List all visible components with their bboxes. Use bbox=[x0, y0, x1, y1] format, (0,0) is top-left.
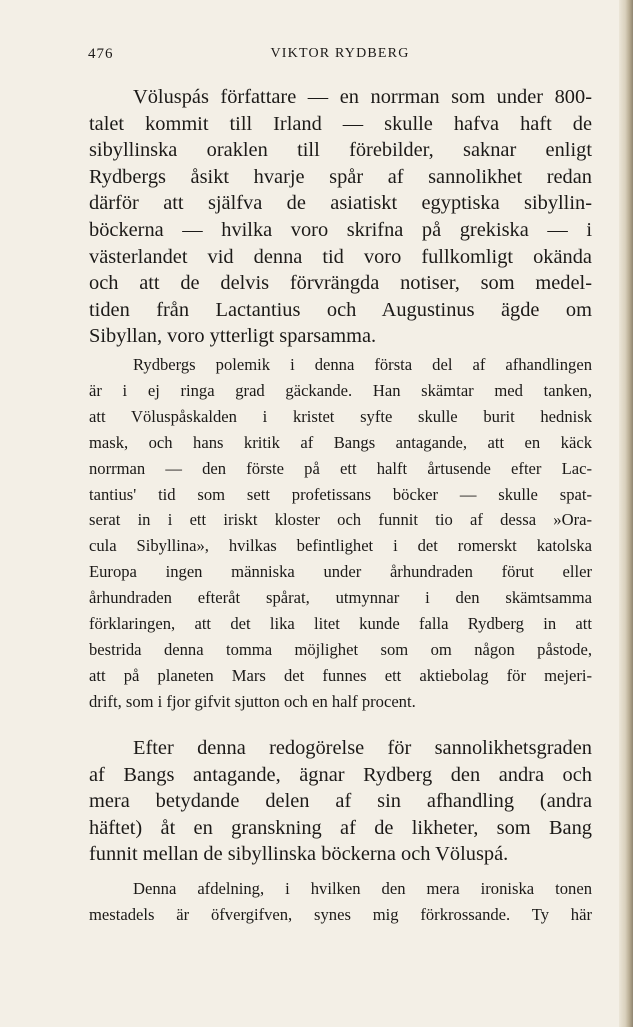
paragraph-2-line-4: mask, och hans kritik af Bangs antagande, att en käck bbox=[89, 432, 592, 452]
running-head: VIKTOR RYDBERG bbox=[270, 46, 410, 61]
paragraph-1-line-10: Sibyllan, voro ytterligt sparsamma. bbox=[89, 325, 377, 348]
paragraph-4-line-2: mestadels är öfvergifven, synes mig förkrossande. Ty här bbox=[89, 904, 592, 924]
paragraph-1-line-7: västerlandet vid denna tid voro fullkomligt okända bbox=[89, 245, 592, 268]
paragraph-2-line-6: tantius' tid som sett profetissans böcker — skulle spat- bbox=[89, 484, 592, 504]
paragraph-2-line-14: drift, som i fjor gifvit sjutton och en half procent. bbox=[89, 691, 416, 711]
paragraph-1-line-3: sibyllinska oraklen till förebilder, saknar enligt bbox=[89, 139, 592, 162]
paragraph-2-line-12: bestrida denna tomma möjlighet som om någon påstode, bbox=[89, 639, 592, 659]
paragraph-3-line-1: Efter denna redogörelse för sannolikhetsgraden bbox=[133, 737, 592, 759]
paragraph-3-line-2: af Bangs antagande, ägnar Rydberg den andra och bbox=[89, 763, 592, 786]
page-header bbox=[88, 46, 592, 68]
paragraph-4-line-1: Denna afdelning, i hvilken den mera ironiska tonen bbox=[133, 879, 592, 898]
paragraph-1-line-9: tiden från Lactantius och Augustinus ägde om bbox=[89, 298, 592, 321]
paragraph-1-line-8: och att de delvis förvrängda notiser, som medel- bbox=[89, 272, 592, 295]
paragraph-1-line-6: böckerna — hvilka voro skrifna på grekiska — i bbox=[89, 218, 592, 241]
paragraph-2-line-2: är i ej ringa grad gäckande. Han skämtar med tanken, bbox=[89, 380, 592, 400]
paragraph-3-line-4: häftet) åt en granskning af de likheter, som Bang bbox=[89, 816, 592, 839]
paragraph-2-line-1: Rydbergs polemik i denna första del af afhandlingen bbox=[133, 355, 592, 374]
page-edge-shadow bbox=[619, 0, 633, 1027]
paragraph-4 bbox=[89, 876, 592, 928]
paragraph-1-line-4: Rydbergs åsikt hvarje spår af sannolikhet redan bbox=[89, 165, 592, 188]
paragraph-3-line-5: funnit mellan de sibyllinska böckerna och Völuspá. bbox=[89, 843, 509, 866]
paragraph-2 bbox=[89, 352, 592, 715]
paragraph-2-line-3: att Völuspåskalden i kristet syfte skulle burit hednisk bbox=[89, 406, 592, 426]
paragraph-3-line-3: mera betydande delen af sin afhandling (andra bbox=[89, 790, 592, 813]
paragraph-2-line-7: serat in i ett iriskt kloster och funnit tio af dessa »Ora- bbox=[89, 510, 592, 530]
paragraph-2-line-8: cula Sibyllina», hvilkas befintlighet i det romerskt katolska bbox=[89, 536, 592, 556]
paragraph-2-line-10: århundraden efteråt spårat, utmynnar i den skämtsamma bbox=[89, 588, 592, 608]
paragraph-2-line-13: att på planeten Mars det funnes ett aktiebolag för mejeri- bbox=[89, 665, 592, 685]
paragraph-1-line-1: Völuspás författare — en norrman som under 800- bbox=[133, 86, 592, 108]
paragraph-1 bbox=[89, 84, 592, 350]
paragraph-2-line-5: norrman — den förste på ett halft årtusende efter Lac- bbox=[89, 458, 592, 478]
paragraph-2-line-11: förklaringen, att det lika litet kunde falla Rydberg in att bbox=[89, 614, 592, 634]
page-number: 476 bbox=[88, 46, 114, 62]
paragraph-2-line-9: Europa ingen människa under århundraden förut eller bbox=[89, 562, 592, 582]
paragraph-1-line-2: talet kommit till Irland — skulle hafva haft de bbox=[89, 112, 592, 135]
paragraph-1-line-5: därför att själfva de asiatiskt egyptiska sibyllin- bbox=[89, 192, 592, 215]
paragraph-3 bbox=[89, 735, 592, 868]
